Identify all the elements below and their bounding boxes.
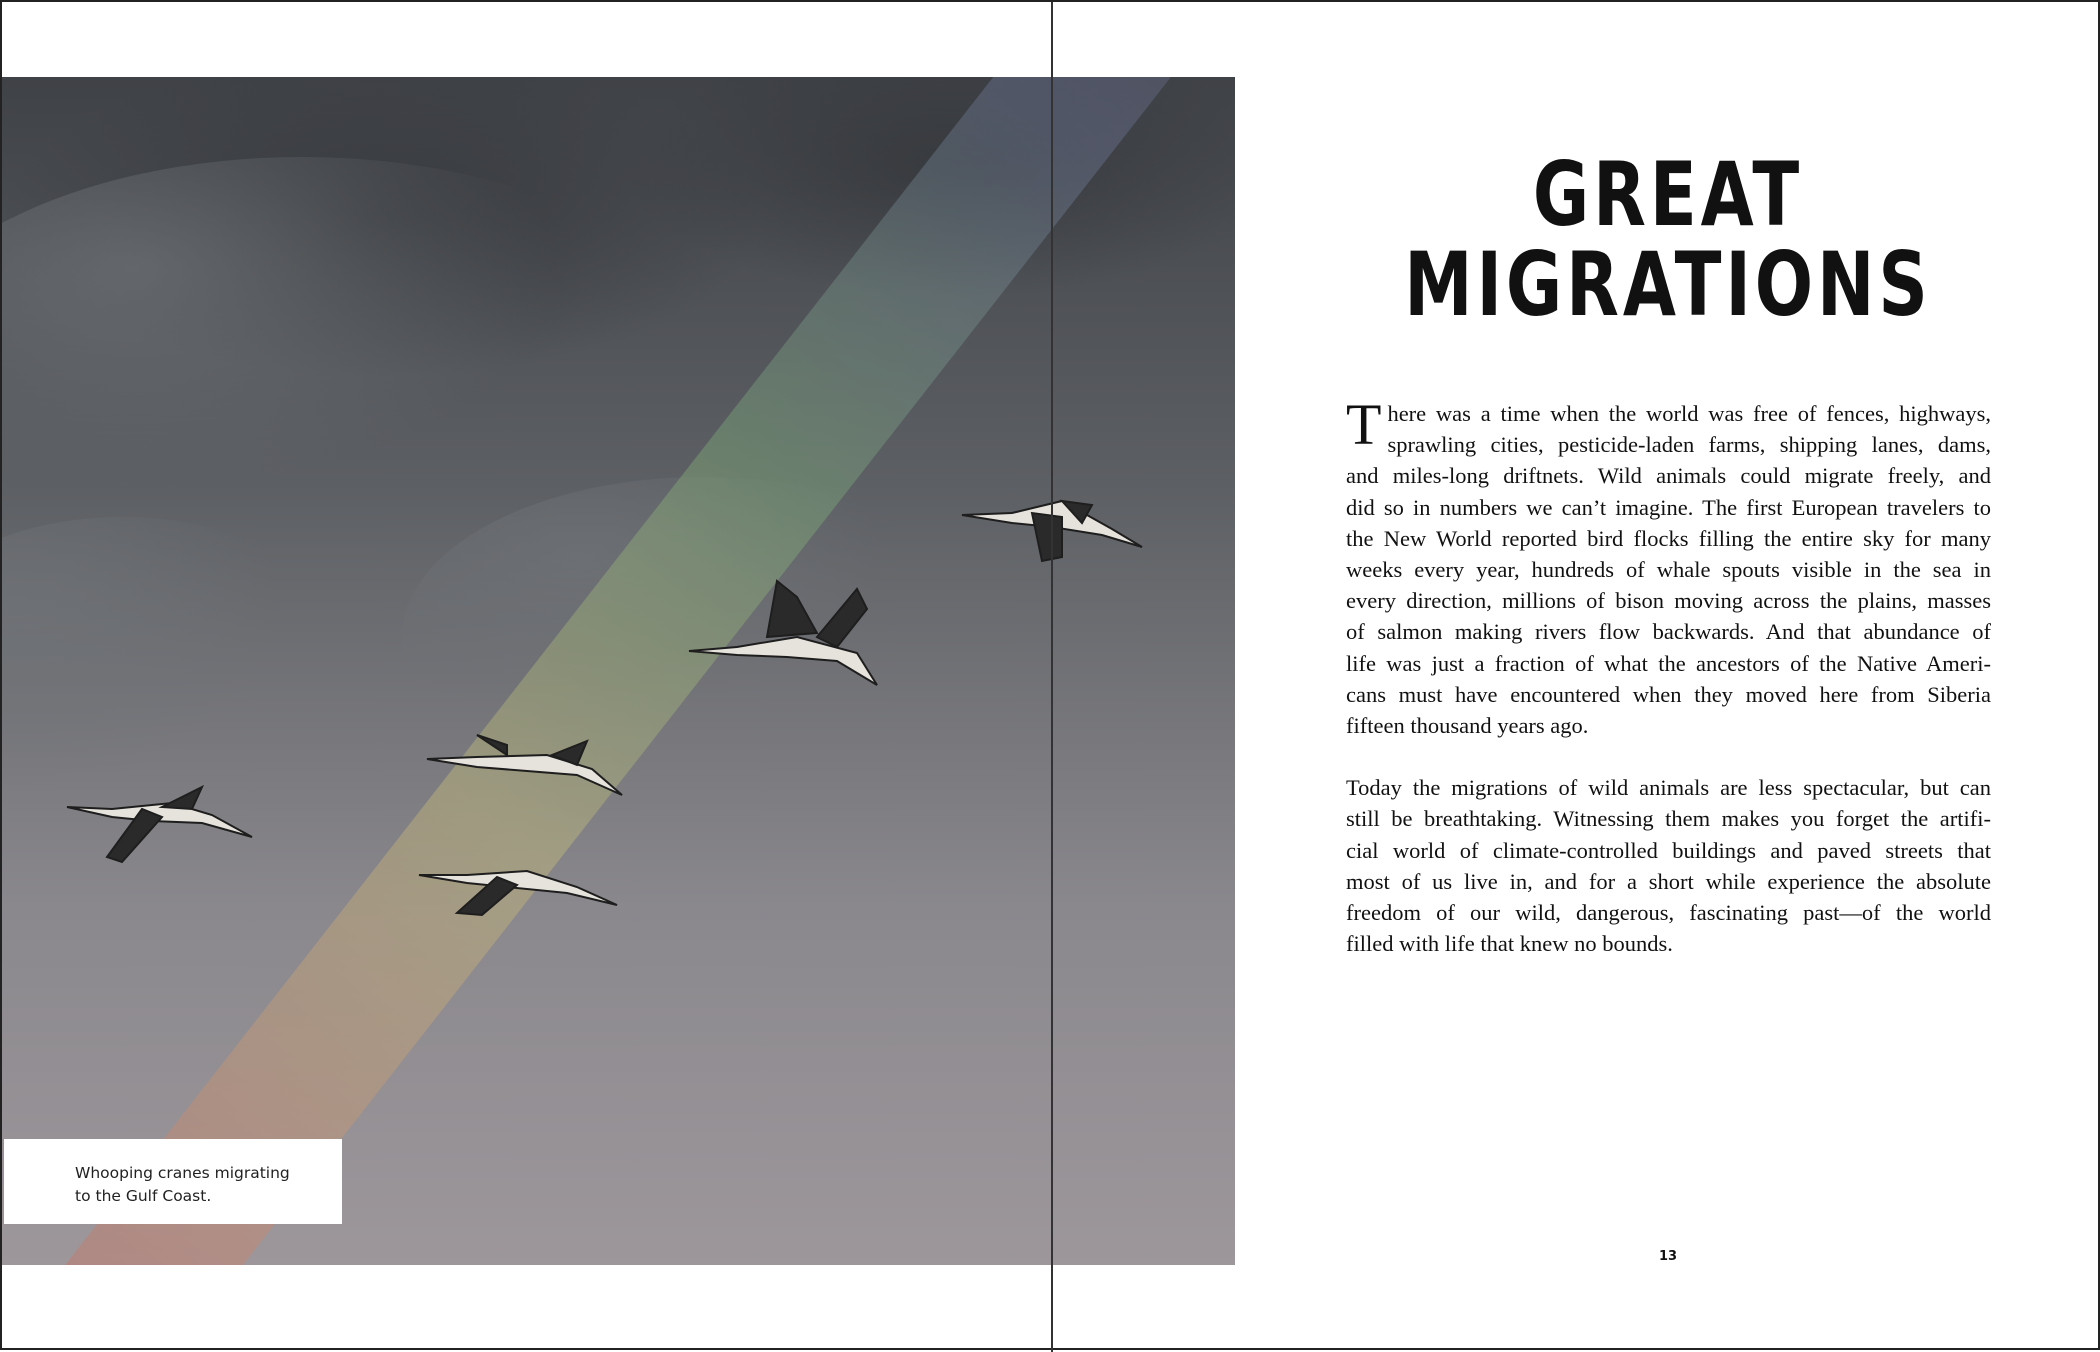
chapter-title [1383, 143, 1954, 336]
photo-caption [75, 1162, 335, 1208]
paragraph-1 [1346, 392, 1991, 741]
title-line: GREAT [1532, 143, 1804, 246]
text-line: most of us live in, and for a short while experience the absolute [1346, 868, 1991, 894]
caption-line: to the Gulf Coast. [75, 1187, 212, 1205]
text-line: filled with life that knew no bounds. [1346, 931, 1673, 957]
page-gutter [1051, 2, 1053, 1352]
text-line: cial world of climate-controlled buildings and paved streets that [1346, 837, 1991, 863]
caption-line: Whooping cranes migrating [75, 1164, 290, 1182]
text-line: cans must have encountered when they moved here from Siberia [1346, 681, 1991, 707]
text-line: freedom of our wild, dangerous, fascinating past—of the world [1346, 900, 1991, 926]
text-line: and miles-long driftnets. Wild animals could migrate freely, and [1346, 463, 1991, 489]
text-line: here was a time when the world was free of fences, highways, [1387, 401, 1991, 426]
drop-cap: T [1346, 392, 1382, 457]
page-number: 13 [1658, 1249, 1678, 1264]
text-line: Today the migrations of wild animals are less spectacular, but can [1346, 775, 1991, 801]
body-text [1346, 392, 1991, 990]
text-line: still be breathtaking. Witnessing them makes you forget the artifi- [1346, 806, 1991, 832]
text-line: fifteen thousand years ago. [1346, 713, 1589, 739]
text-line: sprawling cities, pesticide-laden farms, shipping lanes, dams, [1387, 432, 1991, 458]
text-line: every direction, millions of bison moving across the plains, masses [1346, 588, 1991, 614]
title-line: MIGRATIONS [1404, 233, 1932, 336]
text-line: weeks every year, hundreds of whale spouts visible in the sea in [1346, 557, 1991, 583]
text-line: of salmon making rivers flow backwards. And that abundance of [1346, 619, 1991, 645]
text-line: the New World reported bird flocks filling the entire sky for many [1346, 525, 1991, 551]
text-line: life was just a fraction of what the ancestors of the Native Ameri- [1346, 650, 1991, 676]
paragraph-2 [1346, 772, 1991, 959]
text-line: did so in numbers we can’t imagine. The first European travelers to [1346, 494, 1991, 520]
